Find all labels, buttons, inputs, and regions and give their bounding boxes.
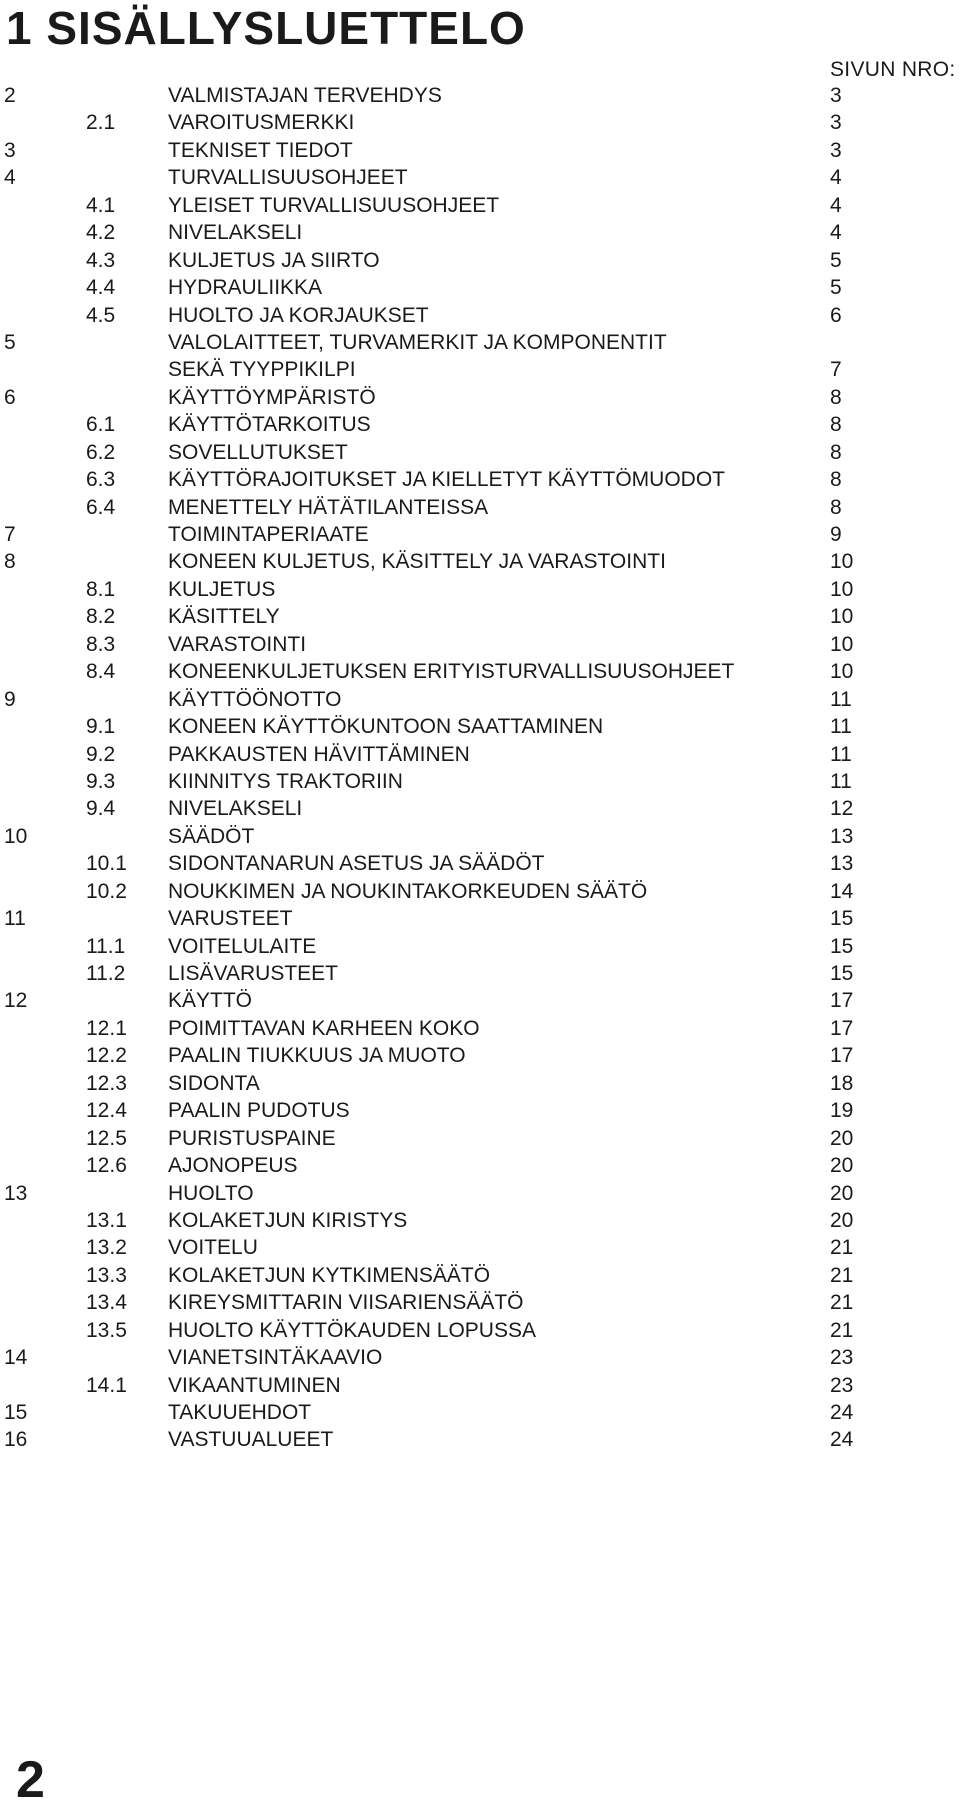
toc-chapter-number: 2 (4, 84, 16, 107)
toc-entry-title: HYDRAULIIKKA (168, 276, 323, 300)
toc-row (0, 192, 960, 219)
toc-entry-title: KOLAKETJUN KYTKIMENSÄÄTÖ (168, 1263, 491, 1287)
toc-page-number: 4 (830, 193, 842, 217)
toc-entry-title: SIDONTANARUN ASETUS JA SÄÄDÖT (168, 852, 545, 876)
toc-row (0, 878, 960, 905)
toc-row (0, 1289, 960, 1316)
toc-page-number: 17 (830, 1044, 854, 1068)
toc-page-number: 20 (830, 1181, 854, 1205)
page-column-header: SIVUN NRO: (830, 58, 956, 81)
toc-entry-title: KIINNITYS TRAKTORIIN (168, 769, 403, 793)
toc-row (0, 1317, 960, 1344)
toc-page-number: 10 (830, 550, 854, 574)
toc-entry-title: LISÄVARUSTEET (168, 962, 338, 985)
toc-page-number: 10 (830, 605, 854, 629)
toc-page-number: 23 (830, 1373, 854, 1397)
toc-page-number: 11 (830, 742, 852, 766)
toc-entry-title: POIMITTAVAN KARHEEN KOKO (168, 1016, 480, 1040)
toc-row (0, 494, 960, 521)
toc-page-number: 21 (830, 1291, 854, 1315)
toc-row (0, 1152, 960, 1179)
toc-row (0, 411, 960, 438)
toc-chapter-number: 3 (4, 138, 16, 162)
toc-entry-title: PAALIN TIUKKUUS JA MUOTO (168, 1044, 466, 1068)
toc-row (0, 987, 960, 1014)
toc-page-number: 5 (830, 276, 842, 300)
toc-page-number: 3 (830, 138, 842, 162)
toc-page-number: 17 (830, 1016, 854, 1040)
toc-entry-title: KONEENKULJETUKSEN ERITYISTURVALLISUUSOHJEET (168, 660, 735, 684)
toc-row (0, 686, 960, 713)
toc-row (0, 109, 960, 136)
toc-chapter-number: 9 (4, 687, 16, 711)
toc-page-number: 9 (830, 523, 842, 546)
toc-row (0, 1070, 960, 1097)
toc-row (0, 1372, 960, 1399)
toc-entry-title: VASTUUALUEET (168, 1428, 334, 1452)
toc-page-number: 13 (830, 824, 854, 848)
toc-entry-title: VIKAANTUMINEN (168, 1373, 341, 1397)
toc-row (0, 741, 960, 768)
toc-entry-title: KÄYTTÖRAJOITUKSET JA KIELLETYT KÄYTTÖMUODOT (168, 468, 725, 492)
toc-section-number: 11.1 (86, 934, 126, 958)
toc-section-number: 4.1 (86, 193, 116, 217)
toc-row (0, 384, 960, 411)
toc-row (0, 548, 960, 575)
toc-section-number: 8.4 (86, 660, 116, 684)
toc-row (0, 521, 960, 548)
toc-page-number: 8 (830, 440, 842, 464)
toc-page-number: 23 (830, 1346, 854, 1370)
toc-page-number: 11 (830, 769, 852, 793)
toc-entry-title: HUOLTO JA KORJAUKSET (168, 303, 429, 327)
toc-entry-title: SIDONTA (168, 1071, 260, 1095)
toc-row (0, 302, 960, 329)
toc-entry-title: HUOLTO KÄYTTÖKAUDEN LOPUSSA (168, 1318, 536, 1342)
toc-row (0, 1015, 960, 1042)
toc-page-number: 6 (830, 303, 842, 327)
toc-section-number: 12.4 (86, 1099, 127, 1123)
toc-section-number: 11.2 (86, 962, 126, 985)
toc-page-number: 4 (830, 166, 842, 190)
toc-entry-title: AJONOPEUS (168, 1154, 298, 1178)
toc-row (0, 1344, 960, 1371)
toc-entry-title: KÄSITTELY (168, 605, 280, 629)
toc-row (0, 164, 960, 191)
toc-page-number: 14 (830, 879, 854, 903)
toc-row (0, 576, 960, 603)
toc-section-number: 12.1 (86, 1016, 127, 1040)
toc-row (0, 933, 960, 960)
toc-section-number: 9.3 (86, 769, 116, 793)
toc-row (0, 905, 960, 932)
toc-page-number: 15 (830, 907, 854, 931)
toc-page-number: 8 (830, 468, 842, 492)
toc-chapter-number: 5 (4, 330, 16, 354)
toc-section-number: 13.2 (86, 1236, 127, 1260)
toc-page-number: 4 (830, 221, 842, 245)
toc-section-number: 4.3 (86, 248, 116, 272)
toc-row (0, 1042, 960, 1069)
toc-page-number: 15 (830, 934, 854, 958)
toc-row (0, 82, 960, 109)
toc-page-number: 7 (830, 358, 842, 382)
toc-entry-title: VOITELULAITE (168, 934, 317, 958)
toc-row (0, 1125, 960, 1152)
toc-chapter-number: 15 (4, 1401, 28, 1424)
toc-entry-title: KIREYSMITTARIN VIISARIENSÄÄTÖ (168, 1291, 524, 1315)
toc-section-number: 4.5 (86, 303, 116, 327)
toc-entry-title: KÄYTTÖ (168, 989, 253, 1013)
toc-section-number: 9.4 (86, 797, 116, 821)
page-title: 1 SISÄLLYSLUETTELO (6, 2, 526, 54)
toc-section-number: 12.6 (86, 1154, 127, 1178)
toc-entry-title: KULJETUS JA SIIRTO (168, 248, 380, 272)
toc-page-number: 19 (830, 1099, 854, 1123)
toc-row (0, 1180, 960, 1207)
toc-section-number: 9.1 (86, 715, 116, 739)
toc-section-number: 12.5 (86, 1126, 127, 1150)
toc-row (0, 603, 960, 630)
toc-section-number: 12.2 (86, 1044, 127, 1068)
toc-page-number: 3 (830, 84, 842, 107)
toc-entry-title: SOVELLUTUKSET (168, 440, 348, 464)
toc-entry-title: PAKKAUSTEN HÄVITTÄMINEN (168, 742, 470, 766)
toc-page-number: 21 (830, 1263, 854, 1287)
toc-page-number: 5 (830, 248, 842, 272)
toc-page-number: 17 (830, 989, 854, 1013)
toc-section-number: 6.4 (86, 495, 116, 519)
toc-row (0, 1426, 960, 1453)
toc-entry-title: KONEEN KÄYTTÖKUNTOON SAATTAMINEN (168, 715, 604, 739)
toc-row (0, 768, 960, 795)
toc-row (0, 1262, 960, 1289)
toc-chapter-number: 10 (4, 824, 28, 848)
toc-entry-title: VAROITUSMERKKI (168, 111, 355, 135)
toc-page-number: 21 (830, 1318, 854, 1342)
toc-page-number: 12 (830, 797, 854, 821)
toc-chapter-number: 7 (4, 523, 16, 546)
toc-page-number: 24 (830, 1401, 854, 1424)
toc-row (0, 713, 960, 740)
toc-row (0, 795, 960, 822)
page-number: 2 (16, 1751, 45, 1809)
toc-page-number: 24 (830, 1428, 854, 1452)
toc-section-number: 14.1 (86, 1373, 127, 1397)
toc-section-number: 2.1 (86, 111, 116, 135)
toc-entry-title: TURVALLISUUSOHJEET (168, 166, 408, 190)
toc-chapter-number: 14 (4, 1346, 28, 1370)
toc-chapter-number: 8 (4, 550, 16, 574)
toc-page-number: 10 (830, 577, 854, 601)
toc-page-number: 3 (830, 111, 842, 135)
toc-row (0, 1207, 960, 1234)
toc-entry-title: HUOLTO (168, 1181, 254, 1205)
toc-page-number: 8 (830, 413, 842, 437)
toc-entry-title: VARUSTEET (168, 907, 293, 931)
toc-section-number: 8.2 (86, 605, 116, 629)
toc-row (0, 1234, 960, 1261)
toc-section-number: 10.1 (86, 852, 127, 876)
toc-entry-title: PURISTUSPAINE (168, 1126, 336, 1150)
toc-entry-title: MENETTELY HÄTÄTILANTEISSA (168, 495, 489, 519)
toc-row (0, 823, 960, 850)
toc-row (0, 329, 960, 356)
toc-entry-title: TAKUUEHDOT (168, 1401, 312, 1424)
toc-row (0, 960, 960, 987)
toc-row (0, 466, 960, 493)
toc-section-number: 6.3 (86, 468, 116, 492)
toc-entry-title: KULJETUS (168, 577, 276, 601)
toc-page-number: 20 (830, 1208, 854, 1232)
toc-entry-title: VIANETSINTÄKAAVIO (168, 1346, 383, 1370)
toc-page-number: 11 (830, 715, 852, 739)
toc-entry-title: TOIMINTAPERIAATE (168, 523, 369, 546)
toc-entry-title: VALMISTAJAN TERVEHDYS (168, 84, 442, 107)
toc-chapter-number: 6 (4, 385, 16, 409)
toc-entry-title: KONEEN KULJETUS, KÄSITTELY JA VARASTOINTI (168, 550, 666, 574)
toc-entry-title: KOLAKETJUN KIRISTYS (168, 1208, 408, 1232)
toc-page-number: 11 (830, 687, 852, 711)
toc-page-number: 18 (830, 1071, 854, 1095)
toc-section-number: 13.5 (86, 1318, 127, 1342)
toc-entry-title: PAALIN PUDOTUS (168, 1099, 350, 1123)
toc-page-number: 20 (830, 1126, 854, 1150)
toc-page-number: 10 (830, 632, 854, 656)
toc-chapter-number: 13 (4, 1181, 28, 1205)
toc-entry-title: KÄYTTÖYMPÄRISTÖ (168, 385, 376, 409)
toc-entry-title: VOITELU (168, 1236, 258, 1260)
toc-section-number: 6.2 (86, 440, 116, 464)
toc-section-number: 4.4 (86, 276, 116, 300)
toc-chapter-number: 4 (4, 166, 16, 190)
toc-chapter-number: 16 (4, 1428, 28, 1452)
toc-section-number: 10.2 (86, 879, 127, 903)
toc-page-number: 15 (830, 962, 854, 985)
toc-page-number: 8 (830, 495, 842, 519)
toc-entry-title: KÄYTTÖÖNOTTO (168, 687, 342, 711)
toc-entry-title: NOUKKIMEN JA NOUKINTAKORKEUDEN SÄÄTÖ (168, 879, 648, 903)
toc-row (0, 356, 960, 383)
toc-chapter-number: 11 (4, 907, 26, 931)
toc-section-number: 13.4 (86, 1291, 127, 1315)
toc-page-number: 8 (830, 385, 842, 409)
toc-entry-title: SEKÄ TYYPPIKILPI (168, 358, 356, 382)
toc-section-number: 4.2 (86, 221, 116, 245)
toc-entry-title: NIVELAKSELI (168, 797, 303, 821)
toc-entry-title: VALOLAITTEET, TURVAMERKIT JA KOMPONENTIT (168, 330, 667, 354)
toc-row (0, 1097, 960, 1124)
toc-entry-title: VARASTOINTI (168, 632, 307, 656)
toc-entry-title: TEKNISET TIEDOT (168, 138, 353, 162)
toc-chapter-number: 12 (4, 989, 28, 1013)
toc-page-number: 21 (830, 1236, 854, 1260)
toc-row (0, 247, 960, 274)
toc-entry-title: YLEISET TURVALLISUUSOHJEET (168, 193, 500, 217)
toc-section-number: 9.2 (86, 742, 116, 766)
toc-page-number: 13 (830, 852, 854, 876)
toc-row (0, 850, 960, 877)
toc-row (0, 219, 960, 246)
toc-entry-title: NIVELAKSELI (168, 221, 303, 245)
toc-row (0, 137, 960, 164)
toc-entry-title: KÄYTTÖTARKOITUS (168, 413, 371, 437)
toc-row (0, 1399, 960, 1426)
toc-section-number: 6.1 (86, 413, 116, 437)
toc-section-number: 12.3 (86, 1071, 127, 1095)
toc-row (0, 274, 960, 301)
table-of-contents (0, 82, 960, 1454)
toc-row (0, 439, 960, 466)
toc-section-number: 8.1 (86, 577, 116, 601)
toc-row (0, 658, 960, 685)
toc-section-number: 13.3 (86, 1263, 127, 1287)
toc-section-number: 13.1 (86, 1208, 127, 1232)
toc-page-number: 10 (830, 660, 854, 684)
toc-entry-title: SÄÄDÖT (168, 824, 255, 848)
toc-page-number: 20 (830, 1154, 854, 1178)
toc-section-number: 8.3 (86, 632, 116, 656)
toc-row (0, 631, 960, 658)
